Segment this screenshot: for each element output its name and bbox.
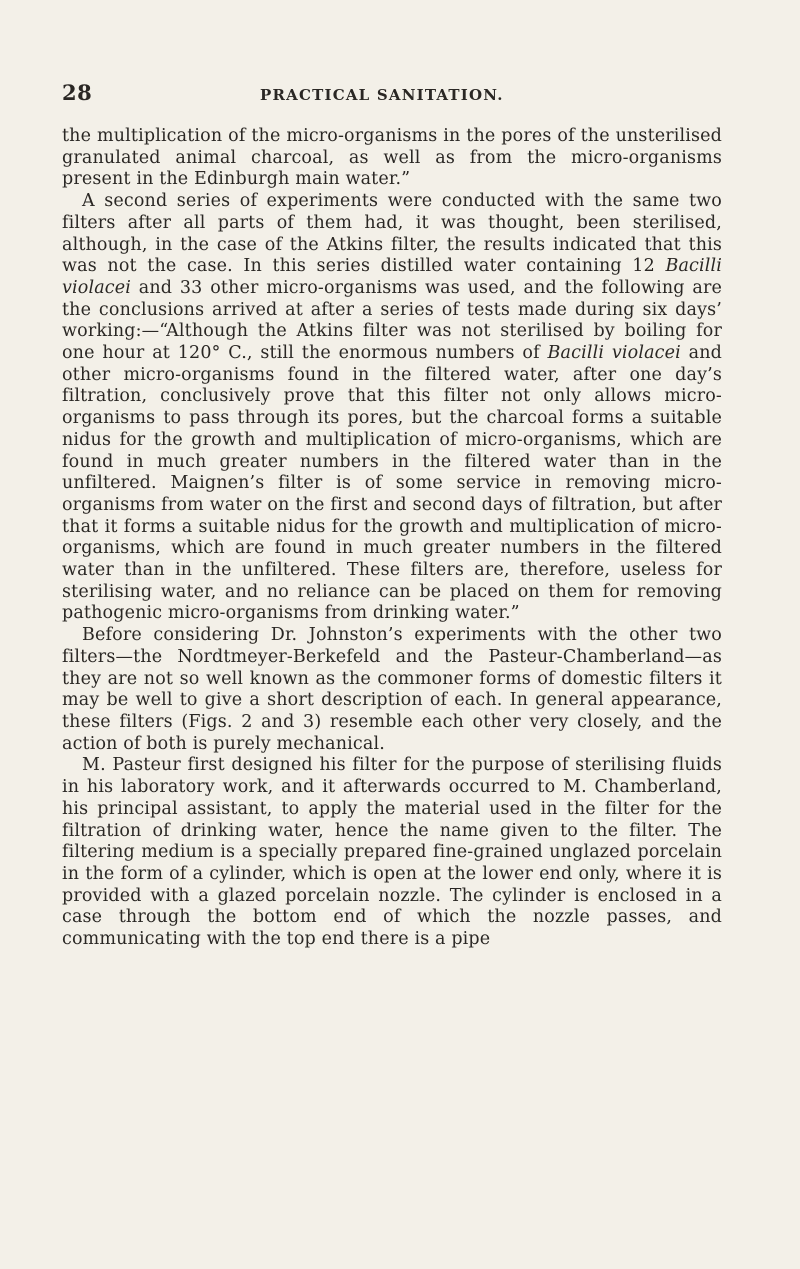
- paragraph: [62, 126, 722, 191]
- page-number: 28: [62, 80, 93, 105]
- text-run: and 33 other micro-organisms was used, and the following are the conclusions arrived at after a series of tests made during six days’ working:—“Although the Atkins filter was not sterilised by boiling for one hour at 120° C., still the enormous numbers of: [62, 277, 722, 364]
- paragraph: [62, 755, 722, 950]
- running-title: PRACTICAL SANITATION.: [260, 86, 504, 104]
- paragraph: [62, 625, 722, 755]
- text-run: Before considering Dr. Johnston’s experiments with the other two filters—the Nordtmeyer-Berkefeld and the Pasteur-Chamberland—as they are not so well known as the commoner forms of domestic filters it may be well to give a short description of each. In general appearance, these filters (Figs. 2 and 3) resemble each other very closely, and the action of both is purely mechanical.: [62, 625, 722, 754]
- paragraph: [62, 191, 722, 625]
- text-run: the multiplication of the micro-organisms in the pores of the unsterilised granulated animal charcoal, as well as from the micro-organisms present in the Edinburgh main water.”: [62, 126, 722, 190]
- text-run: M. Pasteur first designed his filter for the purpose of sterilising fluids in his laboratory work, and it afterwards occurred to M. Chamberland, his principal assistant, to apply the material used in the filter for the filtration of drinking water, hence the name given to the filter. The filtering medium is a specially prepared fine-grained unglazed porcelain in the form of a cylinder, which is open at the lower end only, where it is provided with a glazed porcelain nozzle. The cylinder is enclosed in a case through the bottom end of which the nozzle passes, and communicating with the top end there is a pipe: [62, 755, 722, 950]
- text-run: and other micro-organisms found in the filtered water, after one day’s filtration, conclusively prove that this filter not only allows micro-organisms to pass through its pores, but the charcoal forms a suitable nidus for the growth and multiplication of micro-organisms, which are found in much greater numbers in the filtered water than in the unfiltered. Maignen’s filter is of some service in removing micro-organisms from water on the first and second days of filtration, but after that it forms a suitable nidus for the growth and multiplication of micro-organisms, which are found in much greater numbers in the filtered water than in the unfiltered. These filters are, therefore, useless for sterilising water, and no reliance can be placed on them for removing pathogenic micro-organisms from drinking water.”: [62, 343, 722, 624]
- italic-species-name: Bacilli violacei: [547, 343, 681, 364]
- text-run: A second series of experiments were conducted with the same two filters after all parts of them had, it was thought, been sterilised, although, in the case of the Atkins filter, the results indicated that this was not the case. In this series distilled water containing 12: [62, 191, 722, 277]
- body-text: [62, 126, 722, 951]
- italic-species-name: Bacilli violacei: [62, 256, 722, 298]
- page-header: [62, 80, 738, 110]
